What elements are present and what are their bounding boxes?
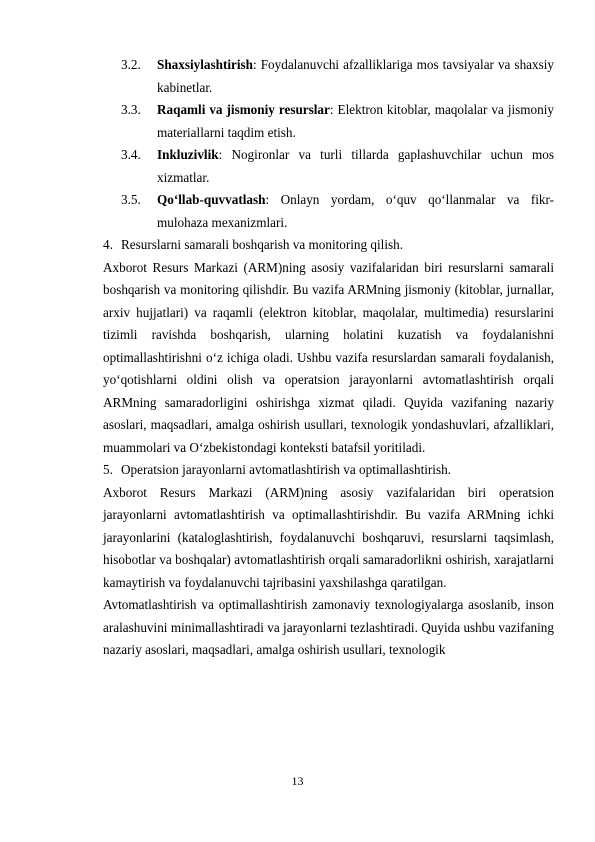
section-heading-4 — [103, 234, 554, 257]
list-item-3-3 — [103, 99, 554, 144]
item-term: Raqamli va jismoniy resurslar — [157, 102, 330, 117]
item-text: : Foydalanuvchi afzalliklariga mos tavsiyalar va shaxsiy kabinetlar. — [157, 57, 554, 95]
heading-text: Operatsion jarayonlarni avtomatlashtirish va optimallashtirish. — [121, 462, 451, 477]
heading-number: 4. — [103, 237, 113, 252]
page-number: 13 — [291, 774, 304, 788]
item-term: Inkluzivlik — [157, 147, 219, 162]
paragraph-3: Avtomatlashtirish va optimallashtirish zamonaviy texnologiyalarga asoslanib, inson aralashuvini minimallashtiradi va jarayonlarni tezlashtiradi. Quyida ushbu vazifaning nazariy asoslari, maqsadlari, amalga oshirish usullari, texnologik — [103, 597, 554, 657]
item-number: 3.2. — [121, 57, 141, 72]
item-text: : Elektron kitoblar, maqolalar va jismoniy materiallarni taqdim etish. — [157, 102, 554, 140]
item-term: Shaxsiylashtirish — [157, 57, 254, 72]
list-item-3-5 — [103, 189, 554, 234]
paragraph-2: Axborot Resurs Markazi (ARM)ning asosiy vazifalaridan biri operatsion jarayonlarni avtomatlashtirish va optimallashtirishdir. Bu vazifa ARMning ichki jarayonlarini (kataloglashtirish, foydalanuvchi boshqaruvi, resurslarni taqsimlash, hisobotlar va boshqalar) avtomatlashtirish orqali samaradorlikni oshirish, xarajatlarni kamaytirish va foydalanuvchi tajribasini yaxshilashga qaratilgan. — [103, 484, 554, 590]
item-number: 3.4. — [121, 147, 141, 162]
item-text: : Onlayn yordam, o‘quv qo‘llanmalar va fikr-mulohaza mexanizmlari. — [157, 192, 554, 230]
item-number: 3.5. — [121, 192, 141, 207]
paragraph-1: Axborot Resurs Markazi (ARM)ning asosiy vazifalaridan biri resurslarni samarali boshqarish va monitoring qilishdir. Bu vazifa ARMning jismoniy (kitoblar, jurnallar, arxiv hujjatlari) va raqamli (elektron kitoblar, maqolalar, multimedia) resurslarini tizimli ravishda boshqarish, ularning holatini kuzatish va foydalanishni optimallashtirishni o‘z ichiga oladi. Ushbu vazifa resurslardan samarali foydalanish, yo‘qotishlarni oldini olish va operatsion jarayonlarni avtomatlashtirish orqali ARMning samaradorligini oshirishga xizmat qiladi. Quyida vazifaning nazariy asoslari, maqsadlari, amalga oshirish usullari, texnologik yondashuvlari, afzalliklari, muammolari va O‘zbekistondagi konteksti batafsil yoritiladi. — [103, 259, 554, 455]
item-text: : Nogironlar va turli tillarda gaplashuvchilar uchun mos xizmatlar. — [157, 147, 554, 185]
list-item-3-4 — [103, 144, 554, 189]
list-item-3-2 — [103, 54, 554, 99]
item-number: 3.3. — [121, 102, 141, 117]
heading-text: Resurslarni samarali boshqarish va monitoring qilish. — [121, 237, 404, 252]
heading-number: 5. — [103, 462, 113, 477]
item-term: Qo‘llab-quvvatlash — [157, 192, 266, 207]
section-heading-5 — [103, 459, 554, 482]
page-content — [103, 54, 554, 662]
